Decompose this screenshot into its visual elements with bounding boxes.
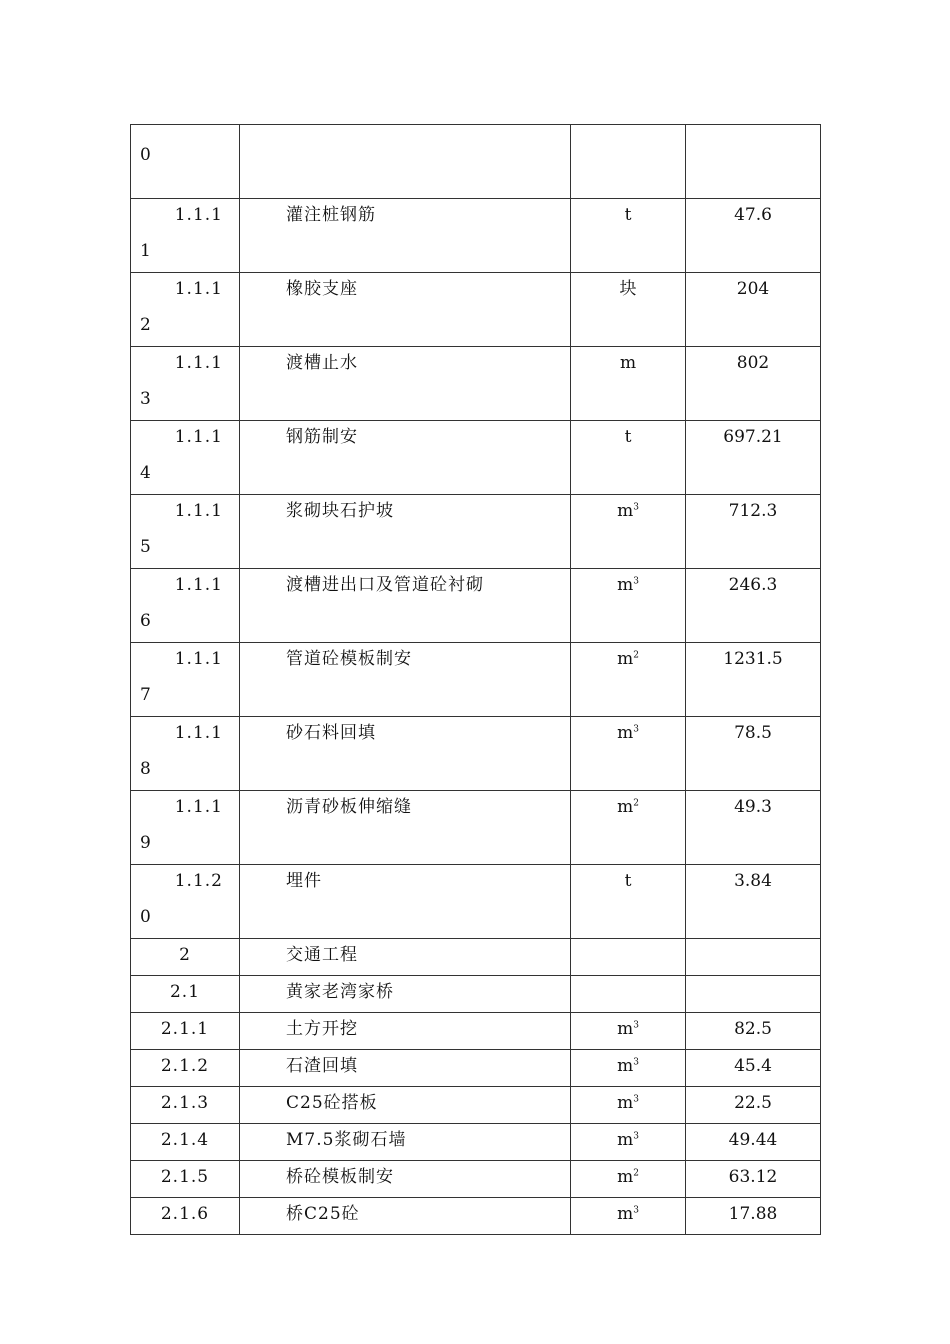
item-quantity: 697.21 (723, 427, 783, 447)
item-code-top: 1.1.1 (174, 797, 223, 817)
quantity-cell (686, 1050, 821, 1087)
item-quantity (686, 976, 820, 981)
item-quantity: 78.5 (734, 723, 772, 743)
quantity-cell (686, 273, 821, 347)
item-unit: $m^3$ (617, 575, 639, 595)
item-quantity: 82.5 (734, 1019, 772, 1039)
item-name: 橡胶支座 (286, 279, 358, 299)
quantity-cell (686, 1124, 821, 1161)
item-code: 2.1.2 (160, 1056, 210, 1076)
item-unit: $m^2$ (617, 649, 639, 669)
item-unit: m (619, 353, 637, 373)
item-unit (571, 939, 685, 944)
unit-cell (571, 1198, 686, 1235)
item-name-cell (240, 1198, 571, 1235)
table-row (131, 495, 821, 569)
item-code-bottom: 0 (140, 907, 151, 927)
quantity-table (130, 124, 821, 1235)
quantity-cell (686, 347, 821, 421)
table-row (131, 199, 821, 273)
item-name-cell (240, 976, 571, 1013)
item-unit: $m^3$ (617, 1204, 639, 1224)
item-code-cell (131, 1087, 240, 1124)
item-code-bottom: 7 (140, 685, 151, 705)
unit-cell (571, 1050, 686, 1087)
quantity-cell (686, 569, 821, 643)
item-name-cell (240, 199, 571, 273)
item-quantity: 1231.5 (723, 649, 783, 669)
item-name-cell (240, 717, 571, 791)
item-quantity: 63.12 (728, 1167, 778, 1187)
table-row (131, 125, 821, 199)
table-row (131, 1087, 821, 1124)
item-unit: $m^3$ (617, 1130, 639, 1150)
item-name: 渡槽进出口及管道砼衬砌 (286, 575, 484, 595)
item-code-top: 1.1.1 (174, 427, 223, 447)
unit-cell (571, 1161, 686, 1198)
item-code-cell (131, 939, 240, 976)
item-code-cell (131, 421, 240, 495)
item-code-cell (131, 273, 240, 347)
item-code-top: 1.1.1 (174, 575, 223, 595)
item-name-cell (240, 569, 571, 643)
item-code-top: 1.1.1 (174, 501, 223, 521)
unit-cell (571, 865, 686, 939)
item-quantity: 3.84 (734, 871, 772, 891)
item-code: 2 (179, 945, 191, 965)
item-name-cell (240, 939, 571, 976)
quantity-table-body (131, 125, 821, 1235)
item-name (240, 125, 570, 130)
item-code: 2.1.1 (160, 1019, 210, 1039)
item-code-cell (131, 125, 240, 199)
unit-cell (571, 125, 686, 199)
unit-cell (571, 976, 686, 1013)
item-name: 埋件 (286, 871, 322, 891)
table-row (131, 1124, 821, 1161)
item-unit (571, 125, 685, 130)
item-unit: $m^3$ (617, 1019, 639, 1039)
quantity-cell (686, 791, 821, 865)
item-name: 土方开挖 (286, 1019, 358, 1039)
item-name: 渡槽止水 (286, 353, 358, 373)
item-code-bottom: 6 (140, 611, 151, 631)
item-quantity: 204 (736, 279, 770, 299)
item-quantity: 49.3 (734, 797, 772, 817)
item-name: 沥青砂板伸缩缝 (286, 797, 412, 817)
item-code-top: 1.1.1 (174, 279, 223, 299)
table-row (131, 1198, 821, 1235)
quantity-cell (686, 199, 821, 273)
item-quantity: 246.3 (728, 575, 778, 595)
quantity-cell (686, 1087, 821, 1124)
table-row (131, 273, 821, 347)
item-name: M7.5浆砌石墙 (286, 1130, 407, 1150)
item-name-cell (240, 421, 571, 495)
item-unit: $m^3$ (617, 501, 639, 521)
item-code-top: 1.1.1 (174, 353, 223, 373)
item-code-bottom: 3 (140, 389, 151, 409)
item-unit (571, 976, 685, 981)
item-code-cell (131, 1124, 240, 1161)
quantity-cell (686, 1013, 821, 1050)
item-code-cell (131, 1013, 240, 1050)
unit-cell (571, 495, 686, 569)
quantity-cell (686, 939, 821, 976)
item-code-top: 1.1.1 (174, 723, 223, 743)
item-code-bottom: 9 (140, 833, 151, 853)
item-code-cell (131, 791, 240, 865)
item-code: 2.1.3 (160, 1093, 210, 1113)
quantity-cell (686, 717, 821, 791)
item-name-cell (240, 791, 571, 865)
item-code: 2.1.5 (160, 1167, 210, 1187)
item-quantity: 47.6 (734, 205, 772, 225)
quantity-cell (686, 643, 821, 717)
quantity-cell (686, 421, 821, 495)
item-code-cell (131, 569, 240, 643)
quantity-cell (686, 125, 821, 199)
item-unit: t (624, 871, 632, 891)
item-code-cell (131, 865, 240, 939)
item-unit: 块 (619, 279, 637, 299)
item-name-cell (240, 1161, 571, 1198)
item-code-cell (131, 495, 240, 569)
item-code-cell (131, 1198, 240, 1235)
item-code-cell (131, 643, 240, 717)
item-code-cell (131, 1161, 240, 1198)
quantity-cell (686, 495, 821, 569)
item-code-bottom: 8 (140, 759, 151, 779)
item-code-bottom: 2 (140, 315, 151, 335)
unit-cell (571, 717, 686, 791)
table-row (131, 569, 821, 643)
quantity-cell (686, 1198, 821, 1235)
table-row (131, 865, 821, 939)
item-code-cell (131, 1050, 240, 1087)
item-name: 桥C25砼 (286, 1204, 360, 1224)
unit-cell (571, 643, 686, 717)
item-unit: $m^2$ (617, 797, 639, 817)
item-quantity: 49.44 (728, 1130, 778, 1150)
quantity-cell (686, 976, 821, 1013)
table-row (131, 1050, 821, 1087)
unit-cell (571, 1087, 686, 1124)
item-code: 2.1 (169, 982, 201, 1002)
item-code: 2.1.4 (160, 1130, 210, 1150)
unit-cell (571, 791, 686, 865)
item-name-cell (240, 347, 571, 421)
item-name-cell (240, 643, 571, 717)
item-code-cell (131, 717, 240, 791)
table-row (131, 1161, 821, 1198)
table-row (131, 643, 821, 717)
item-quantity: 17.88 (728, 1204, 778, 1224)
item-name-cell (240, 865, 571, 939)
item-quantity: 802 (736, 353, 770, 373)
item-quantity: 712.3 (728, 501, 778, 521)
unit-cell (571, 273, 686, 347)
item-unit: t (624, 205, 632, 225)
unit-cell (571, 421, 686, 495)
item-code-bottom: 5 (140, 537, 151, 557)
item-name: 灌注桩钢筋 (286, 205, 376, 225)
item-code: 2.1.6 (160, 1204, 210, 1224)
item-code-top: 1.1.1 (174, 205, 223, 225)
item-code-bottom: 1 (140, 241, 151, 261)
table-row (131, 939, 821, 976)
item-name: 桥砼模板制安 (286, 1167, 394, 1187)
item-name-cell (240, 1050, 571, 1087)
table-row (131, 791, 821, 865)
item-name: 砂石料回填 (286, 723, 376, 743)
item-code-cell (131, 199, 240, 273)
unit-cell (571, 199, 686, 273)
item-quantity: 45.4 (734, 1056, 772, 1076)
item-code-cell (131, 347, 240, 421)
table-row (131, 421, 821, 495)
item-name: 石渣回填 (286, 1056, 358, 1076)
unit-cell (571, 347, 686, 421)
unit-cell (571, 1124, 686, 1161)
item-name: 交通工程 (286, 945, 358, 965)
item-unit: $m^3$ (617, 1056, 639, 1076)
item-quantity (686, 125, 820, 130)
quantity-cell (686, 1161, 821, 1198)
item-unit: t (624, 427, 632, 447)
item-name: 浆砌块石护坡 (286, 501, 394, 521)
item-name: C25砼搭板 (286, 1093, 378, 1113)
item-name-cell (240, 1087, 571, 1124)
item-name: 钢筋制安 (286, 427, 358, 447)
item-name-cell (240, 1013, 571, 1050)
item-name-cell (240, 495, 571, 569)
item-code-top: 1.1.1 (174, 649, 223, 669)
item-quantity (686, 939, 820, 944)
item-unit: $m^3$ (617, 1093, 639, 1113)
item-code-bottom: 0 (140, 145, 151, 165)
item-unit: $m^3$ (617, 723, 639, 743)
item-code-top: 1.1.2 (174, 871, 223, 891)
item-quantity: 22.5 (734, 1093, 772, 1113)
item-name-cell (240, 125, 571, 199)
item-name: 管道砼模板制安 (286, 649, 412, 669)
table-row (131, 976, 821, 1013)
item-code-cell (131, 976, 240, 1013)
item-name-cell (240, 273, 571, 347)
item-code-bottom: 4 (140, 463, 151, 483)
table-row (131, 347, 821, 421)
table-row (131, 1013, 821, 1050)
quantity-cell (686, 865, 821, 939)
item-name: 黄家老湾家桥 (286, 982, 394, 1002)
unit-cell (571, 569, 686, 643)
item-name-cell (240, 1124, 571, 1161)
unit-cell (571, 939, 686, 976)
table-row (131, 717, 821, 791)
item-unit: $m^2$ (617, 1167, 639, 1187)
unit-cell (571, 1013, 686, 1050)
